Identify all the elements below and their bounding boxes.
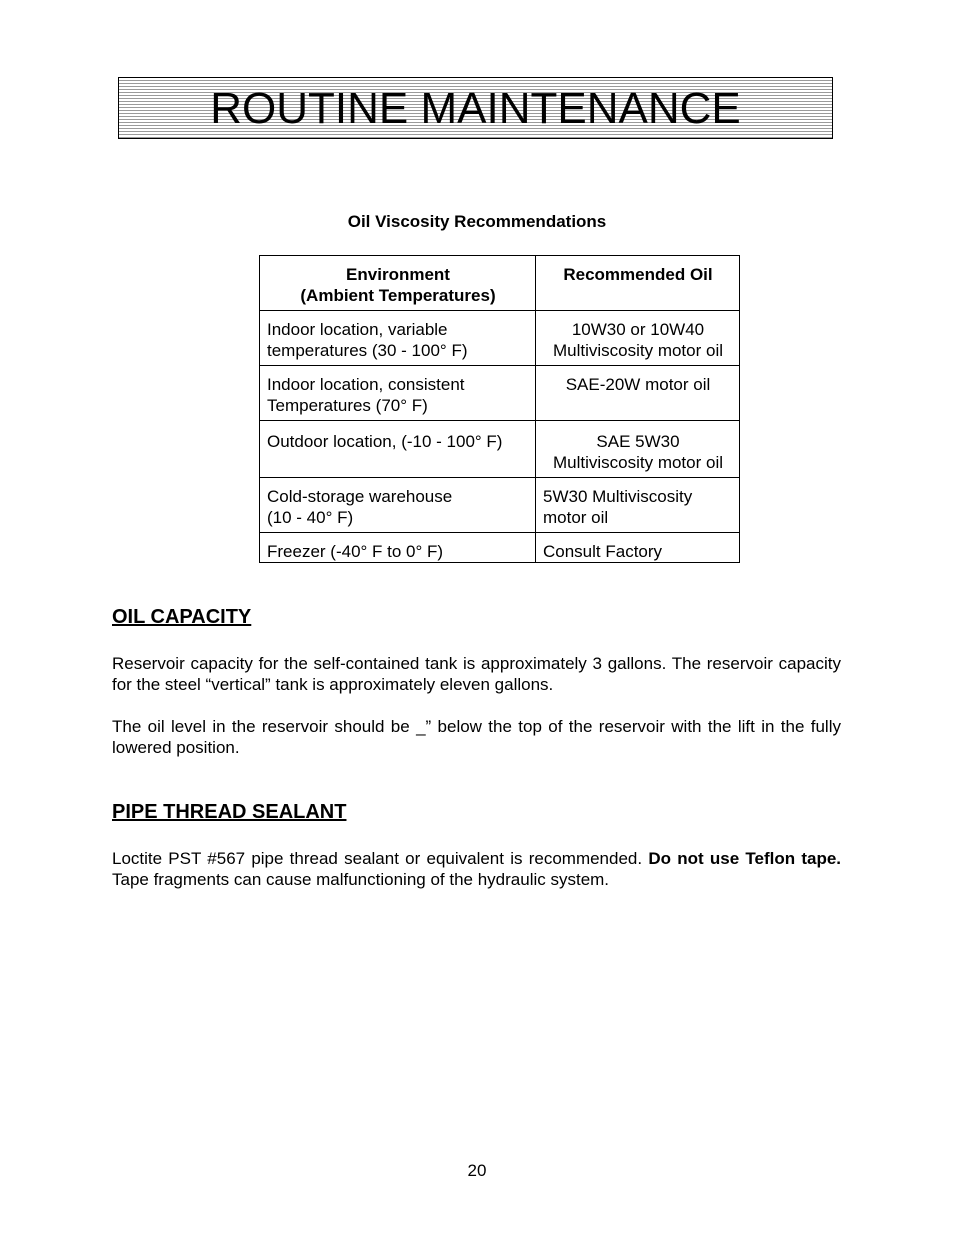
oil-cell <box>536 533 740 563</box>
oil-capacity-heading: OIL CAPACITY <box>112 606 252 628</box>
oil-line1: 10W30 or 10W40 <box>571 320 705 339</box>
oil-capacity-paragraph-2: The oil level in the reservoir should be _” below the top of the reservoir with the lift in the fully lowered position. <box>112 717 841 757</box>
page-title: ROUTINE MAINTENANCE <box>210 84 741 133</box>
header-environment-line2: (Ambient Temperatures) <box>300 286 496 305</box>
table-row <box>260 421 740 478</box>
environment-line1: Freezer (-40° F to 0° F) <box>267 542 444 561</box>
header-environment <box>260 256 536 311</box>
oil-line2: Multiviscosity motor oil <box>552 453 724 472</box>
oil-cell <box>536 478 740 533</box>
table-row <box>260 533 740 563</box>
environment-line2: (10 - 40° F) <box>267 508 354 527</box>
oil-cell <box>536 366 740 421</box>
environment-line1: Indoor location, consistent <box>267 375 465 394</box>
oil-line1: SAE-20W motor oil <box>565 375 711 394</box>
table-row <box>260 366 740 421</box>
header-recommended-oil: Recommended Oil <box>536 256 740 311</box>
title-banner <box>118 77 833 139</box>
pipe-thread-text-before: Loctite PST #567 pipe thread sealant or equivalent is recommended. <box>112 849 649 868</box>
table-row <box>260 478 740 533</box>
pipe-thread-text-after: Tape fragments can cause malfunctioning of the hydraulic system. <box>112 870 610 889</box>
environment-line2: Temperatures (70° F) <box>267 396 428 415</box>
oil-line1: 5W30 Multiviscosity <box>543 487 693 506</box>
pipe-thread-paragraph <box>112 848 841 890</box>
oil-cell <box>536 421 740 478</box>
oil-line1: SAE 5W30 <box>596 432 680 451</box>
oil-line2: Multiviscosity motor oil <box>552 341 724 360</box>
pipe-thread-heading: PIPE THREAD SEALANT <box>112 801 347 823</box>
environment-line1: Outdoor location, (-10 - 100° F) <box>267 432 503 451</box>
environment-line1: Indoor location, variable <box>267 320 448 339</box>
environment-cell <box>260 533 536 563</box>
environment-line1: Cold-storage warehouse <box>267 487 453 506</box>
environment-cell <box>260 421 536 478</box>
header-environment-line1: Environment <box>346 265 450 284</box>
environment-cell <box>260 478 536 533</box>
oil-viscosity-table <box>259 255 740 563</box>
environment-cell <box>260 366 536 421</box>
oil-cell <box>536 311 740 366</box>
environment-cell <box>260 311 536 366</box>
pipe-thread-warning: Do not use Teflon tape. <box>648 849 842 868</box>
page-number: 20 <box>467 1161 487 1180</box>
oil-line1: Consult Factory <box>543 542 663 561</box>
oil-line2: motor oil <box>543 508 609 527</box>
table-header-row <box>260 256 740 311</box>
table-row <box>260 311 740 366</box>
environment-line2: temperatures (30 - 100° F) <box>267 341 468 360</box>
table-title: Oil Viscosity Recommendations <box>347 212 607 231</box>
oil-capacity-paragraph-1: Reservoir capacity for the self-contained tank is approximately 3 gallons. The reservoir capacity for the steel “vertical” tank is approximately eleven gallons. <box>112 654 841 694</box>
